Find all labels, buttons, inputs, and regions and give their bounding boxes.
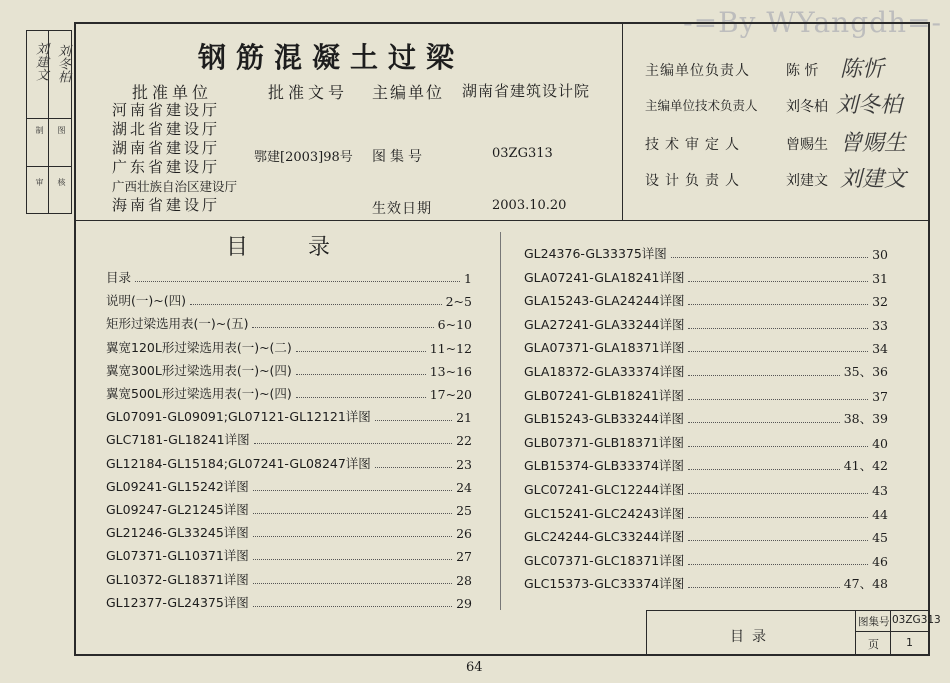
toc-entry-page: 2~5 <box>445 294 472 310</box>
toc-leader-dots <box>688 492 868 494</box>
toc-leader-dots <box>688 445 868 447</box>
toc-entry-label: GL12377-GL24375详图 <box>106 594 249 610</box>
toc-entry-label: GLC7181-GL18241详图 <box>106 432 250 448</box>
toc-entry <box>106 475 472 495</box>
sig-name-1: 陈 忻 <box>786 63 819 79</box>
toc-entry-label: GLC15373-GLC33374详图 <box>524 576 685 592</box>
toc-leader-dots <box>688 516 868 518</box>
toc-entry-label: GLC07241-GLC12244详图 <box>524 482 685 497</box>
toc-leader-dots <box>375 466 452 468</box>
toc-entry-page: 1 <box>464 271 472 286</box>
toc-entry <box>524 407 888 427</box>
toc-entry-label: GLB07241-GLB18241详图 <box>524 387 684 403</box>
sig-name-2: 刘冬柏 <box>786 99 828 115</box>
title-block-name: 目录 <box>730 629 774 645</box>
toc-entry-page: 33 <box>872 317 888 333</box>
signature-divider <box>622 22 623 220</box>
toc-entry <box>524 454 888 474</box>
toc-entry-page: 21 <box>456 410 472 426</box>
toc-entry <box>524 478 888 498</box>
title-block-page-label: 页 <box>868 638 879 651</box>
toc-entry <box>524 384 888 404</box>
side-signature-strip <box>26 30 72 214</box>
toc-entry-page: 25 <box>456 503 472 518</box>
toc-entry-label: GLC07371-GLC18371详图 <box>524 552 685 568</box>
toc-leader-dots <box>688 350 868 352</box>
toc-leader-dots <box>671 256 868 258</box>
toc-entry-label: GLA07241-GLA18241详图 <box>524 269 685 285</box>
toc-entry-label: 矩形过梁选用表(一)~(五) <box>106 316 249 332</box>
toc-entry-label: GLA18372-GLA33374详图 <box>524 364 685 379</box>
toc-leader-dots <box>190 303 442 305</box>
toc-entry-page: 17~20 <box>429 387 472 402</box>
toc-entry-label: GLA07371-GLA18371详图 <box>524 340 685 356</box>
toc-entry-page: 30 <box>872 247 888 262</box>
watermark: -=By WYangdh=- <box>683 6 942 39</box>
toc-entry-label: GLA15243-GLA24244详图 <box>524 293 685 309</box>
toc-leader-dots <box>688 374 839 376</box>
toc-entry-page: 45 <box>872 530 888 546</box>
toc-entry-page: 24 <box>456 479 472 495</box>
toc-entry-label: GLC24244-GLC33244详图 <box>524 529 685 545</box>
toc-entry <box>106 266 472 286</box>
toc-entry-page: 41、42 <box>843 458 888 474</box>
toc-entry-label: GL09241-GL15242详图 <box>106 478 249 494</box>
toc-entry <box>524 572 888 592</box>
toc-leader-dots <box>688 303 868 305</box>
toc-entry-label: 翼宽120L形过梁选用表(一)~(二) <box>106 339 292 355</box>
sig-label-4: 设计负责人 <box>645 173 745 189</box>
toc-entry <box>524 289 888 309</box>
signature-1: 陈忻 <box>840 57 885 82</box>
province-6: 海南省建设厅 <box>112 196 221 214</box>
toc-entry-label: 翼宽500L形过梁选用表(一)~(四) <box>106 386 292 401</box>
province-3: 湖南省建设厅 <box>112 139 221 157</box>
toc-entry-page: 40 <box>872 435 888 451</box>
sig-name-4: 刘建文 <box>786 173 828 189</box>
sig-label-2: 主编单位技术负责人 <box>645 98 758 113</box>
toc-leader-dots <box>688 398 868 400</box>
toc-entry-page: 34 <box>872 341 888 357</box>
toc-entry-page: 13~16 <box>429 363 472 379</box>
toc-entry-page: 35、36 <box>843 364 888 379</box>
title-block-atlas-label: 图集号 <box>858 616 890 628</box>
province-2: 湖北省建设厅 <box>112 120 221 138</box>
toc-entry-page: 11~12 <box>429 340 472 356</box>
toc-entry <box>106 312 472 332</box>
toc-entry-label: GL07371-GL10371详图 <box>106 548 249 564</box>
toc-leader-dots <box>253 582 452 584</box>
toc-entry-page: 29 <box>456 595 472 611</box>
toc-entry-page: 38、39 <box>843 411 888 427</box>
toc-entry-page: 37 <box>872 388 888 404</box>
header-divider <box>74 220 930 221</box>
toc-entry-page: 31 <box>872 270 888 286</box>
toc-leader-dots <box>688 563 868 565</box>
toc-leader-dots <box>296 350 426 352</box>
toc-entry <box>106 498 472 518</box>
toc-leader-dots <box>375 419 452 421</box>
sig-name-3: 曾赐生 <box>786 137 828 153</box>
toc-entry <box>106 336 472 356</box>
toc-entry-label: GL09247-GL21245详图 <box>106 502 249 517</box>
toc-leader-dots <box>296 396 426 398</box>
toc-leader-dots <box>252 326 433 328</box>
toc-entry-page: 28 <box>456 572 472 588</box>
toc-entry-label: 目录 <box>106 270 132 285</box>
toc-entry <box>106 521 472 541</box>
toc-entry <box>524 266 888 286</box>
signature-2: 刘冬柏 <box>836 93 903 118</box>
title-block-divider-3 <box>855 631 930 632</box>
province-5: 广西壮族自治区建设厅 <box>112 179 238 194</box>
toc-entry <box>106 428 472 448</box>
toc-leader-dots <box>254 442 453 444</box>
toc-entry <box>106 405 472 425</box>
approval-doc-label: 批准文号 <box>268 83 349 102</box>
side-label-1: 制 <box>35 126 44 134</box>
toc-leader-dots <box>253 558 452 560</box>
toc-entry-page: 22 <box>456 433 472 449</box>
title-block-page-value: 1 <box>906 636 913 649</box>
toc-column-divider <box>500 232 501 610</box>
toc-entry <box>524 313 888 333</box>
toc-entry-label: GL12184-GL15184;GL07241-GL08247详图 <box>106 455 371 471</box>
effective-date-value: 2003.10.20 <box>492 198 567 213</box>
toc-entry-label: GL07091-GL09091;GL07121-GL12121详图 <box>106 409 371 425</box>
toc-entry-page: 46 <box>872 553 888 569</box>
toc-entry-label: GLB15243-GLB33244详图 <box>524 411 684 427</box>
toc-leader-dots <box>688 327 868 329</box>
toc-entry-page: 23 <box>456 456 472 472</box>
toc-entry-label: GL24376-GL33375详图 <box>524 246 667 261</box>
toc-entry-page: 6~10 <box>437 317 472 333</box>
toc-leader-dots <box>253 512 452 514</box>
toc-entry-label: 翼宽300L形过梁选用表(一)~(四) <box>106 362 292 378</box>
title-block-divider-2 <box>890 610 891 656</box>
title-block-divider-1 <box>855 610 856 656</box>
side-label-2: 图 <box>57 126 66 134</box>
toc-leader-dots <box>253 489 452 491</box>
toc-leader-dots <box>688 280 868 282</box>
toc-entry-label: GL21246-GL33245详图 <box>106 525 249 541</box>
toc-entry-label: GLB07371-GLB18371详图 <box>524 434 684 450</box>
toc-title: 目录 <box>226 235 391 260</box>
page-title: 钢筋混凝土过梁 <box>198 41 465 74</box>
toc-entry-label: GLB15374-GLB33374详图 <box>524 458 684 474</box>
toc-entry <box>106 591 472 611</box>
chief-editor-label: 主编单位 <box>372 83 445 102</box>
toc-entry-label: 说明(一)~(四) <box>106 293 186 309</box>
toc-leader-dots <box>135 280 460 282</box>
signature-3: 曾赐生 <box>840 131 907 156</box>
toc-entry <box>106 568 472 588</box>
toc-entry <box>524 242 888 262</box>
toc-leader-dots <box>688 539 868 541</box>
side-label-3: 审 <box>35 178 44 186</box>
toc-leader-dots <box>253 605 452 607</box>
toc-leader-dots <box>253 535 452 537</box>
toc-entry <box>524 336 888 356</box>
signature-4: 刘建文 <box>840 167 907 192</box>
atlas-no-value: 03ZG313 <box>492 146 553 161</box>
toc-leader-dots <box>688 468 840 470</box>
side-hand-2: 刘冬柏 <box>55 44 70 83</box>
toc-leader-dots <box>296 373 426 375</box>
toc-entry-page: 44 <box>872 506 888 522</box>
effective-date-label: 生效日期 <box>372 201 432 217</box>
toc-entry <box>524 525 888 545</box>
approval-unit-label: 批准单位 <box>132 83 213 102</box>
side-hand-1: 刘建文 <box>33 42 48 81</box>
toc-entry <box>524 360 888 380</box>
title-block-atlas-value: 03ZG313 <box>892 614 941 626</box>
toc-entry <box>106 544 472 564</box>
toc-entry <box>524 431 888 451</box>
toc-entry-label: GLA27241-GLA33244详图 <box>524 316 685 332</box>
province-1: 河南省建设厅 <box>112 101 221 119</box>
toc-entry-label: GLC15241-GLC24243详图 <box>524 505 685 521</box>
toc-leader-dots <box>688 421 840 423</box>
toc-entry-page: 32 <box>872 294 888 310</box>
toc-entry-page: 43 <box>872 483 888 498</box>
toc-entry <box>106 359 472 379</box>
side-label-4: 核 <box>57 178 66 186</box>
toc-entry <box>106 382 472 402</box>
province-4: 广东省建设厅 <box>112 158 221 176</box>
chief-editor-value: 湖南省建筑设计院 <box>462 82 591 100</box>
toc-entry-page: 27 <box>456 549 472 565</box>
toc-entry <box>524 502 888 522</box>
sig-label-3: 技术审定人 <box>645 137 745 153</box>
toc-entry <box>524 549 888 569</box>
toc-entry <box>106 289 472 309</box>
toc-entry-page: 26 <box>456 526 472 542</box>
toc-entry <box>106 452 472 472</box>
page-number: 64 <box>466 660 483 675</box>
approval-doc-value: 鄂建[2003]98号 <box>254 150 353 165</box>
toc-leader-dots <box>688 586 839 588</box>
atlas-no-label: 图集号 <box>372 149 426 165</box>
sig-label-1: 主编单位负责人 <box>645 63 750 79</box>
toc-entry-page: 47、48 <box>843 576 888 592</box>
toc-entry-label: GL10372-GL18371详图 <box>106 571 249 587</box>
